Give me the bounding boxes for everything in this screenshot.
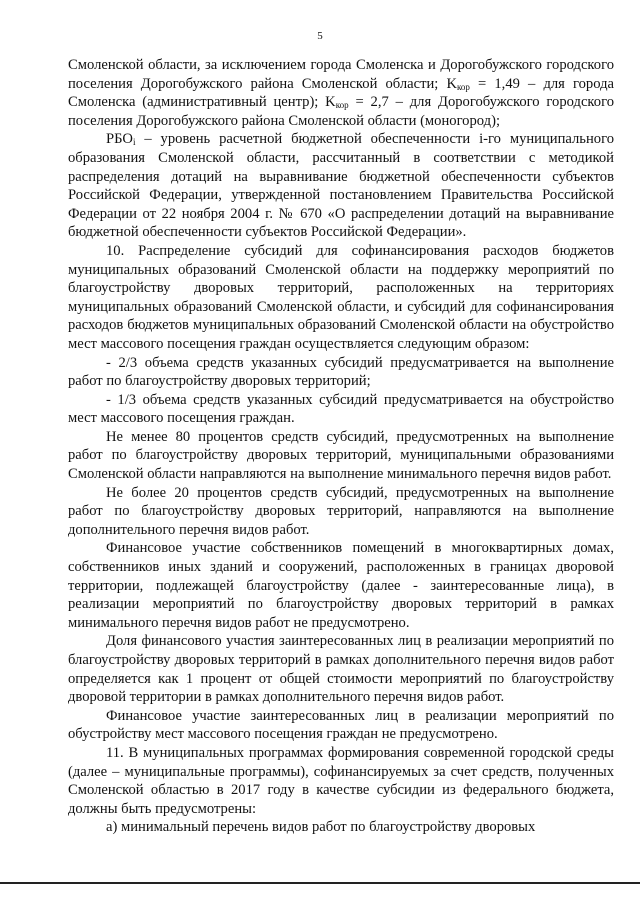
- paragraph-11a: а) минимальный перечень видов работ по благоустройству дворовых: [106, 819, 536, 836]
- page-number: 5: [317, 30, 323, 42]
- paragraph-public-places: Финансовое участие заинтересованных лиц в реализации мероприятий по обустройству мест массового посещения граждан не предусмотрено.: [68, 707, 614, 743]
- paragraph-owners-participation: Финансовое участие собственников помещений в многоквартирных домах, собственников иных зданий и сооружений, расположенных в границах дворовой территории, подлежащей благоустройству (далее - заинтересованные лица), в реализации мероприятий по благоустройству дворовых территорий в рамках минимального перечня видов работ не предусмотрено.: [68, 540, 614, 631]
- paragraph-10: 10. Распределение субсидий для софинансирования расходов бюджетов муниципальных образований Смоленской области на поддержку мероприятий по благоустройству дворовых территорий, расположенных на территориях муниципальных образований Смоленской области, и субсидий для софинансирования расходов бюджетов муниципальных образований Смоленской области на обустройство мест массового посещения граждан осуществляется следующим образом:: [68, 242, 614, 352]
- list-item-one-third: - 1/3 объема средств указанных субсидий предусматривается на обустройство мест массового посещения граждан.: [68, 391, 614, 427]
- list-item-two-thirds: - 2/3 объема средств указанных субсидий предусматривается на выполнение работ по благоустройству дворовых территорий;: [68, 354, 614, 390]
- paragraph-20-percent: Не более 20 процентов средств субсидий, предусмотренных на выполнение работ по благоустройству дворовых территорий, направляются на выполнение дополнительного перечня видов работ.: [68, 484, 614, 538]
- paragraph-80-percent: Не менее 80 процентов средств субсидий, предусмотренных на выполнение работ по благоустройству дворовых территорий, муниципальными образованиями Смоленской области направляются на выполнение минимального перечня видов работ.: [68, 428, 614, 483]
- paragraph-participation-share: Доля финансового участия заинтересованных лиц в реализации мероприятий по благоустройству дворовых территорий в рамках дополнительного перечня видов работ определяется как 1 процент от общей стоимости мероприятий по благоустройству дворовой территории в рамках дополнительного перечня видов работ.: [68, 633, 614, 706]
- document-body: [68, 56, 614, 837]
- paragraph-11: 11. В муниципальных программах формирования современной городской среды (далее – муниципальные программы), софинансируемых за счет средств, полученных Смоленской областью в 2017 году в качестве субсидии из федерального бюджета, должны быть предусмотрены:: [68, 744, 614, 817]
- footer-rule: [0, 882, 640, 884]
- paragraph-coefficients: Смоленской области, за исключением города Смоленска и Дорогобужского городского поселения Дорогобужского района Смоленской области; $K_{кор} = 1,49$ – для города Смоленска (административный центр); $K_{кор} = 2,7$ – для Дорогобужского городского поселения Дорогобужского района Смоленской области (моногород);: [68, 57, 614, 129]
- paragraph-rbo-definition: $РБО_i$ – уровень расчетной бюджетной обеспеченности i-го муниципального образования Смоленской области, рассчитанный в соответствии с методикой распределения дотаций на выравнивание бюджетной обеспеченности субъектов Российской Федерации, утвержденной постановлением Правительства Российской Федерации от 22 ноября 2004 г. № 670 «О распределении дотаций на выравнивание бюджетной обеспеченности субъектов Российской Федерации».: [68, 131, 614, 241]
